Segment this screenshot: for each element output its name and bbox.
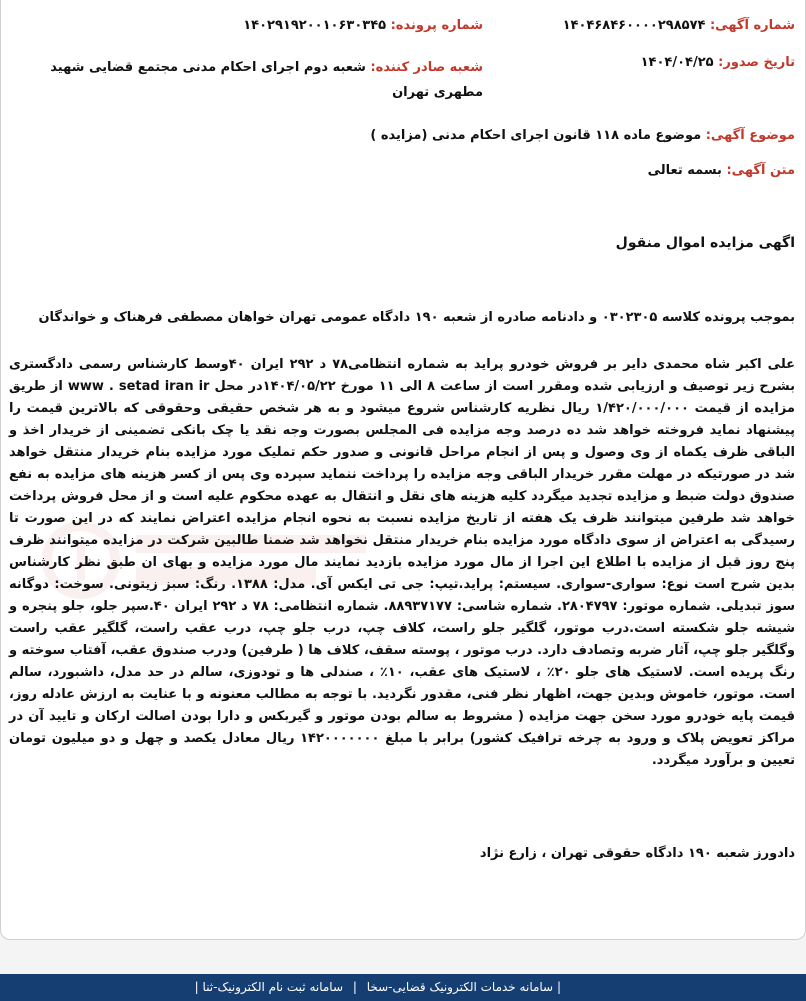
issue-date-row (641, 55, 795, 70)
body-label-value: بسمه تعالی (647, 163, 722, 178)
body-label: متن آگهی: (726, 163, 795, 178)
ad-heading: اگهی مزایده اموال منقول (615, 235, 795, 251)
footer-link-sana[interactable]: سامانه ثبت نام الکترونیک-ثنا (202, 980, 344, 994)
body-label-row (648, 163, 795, 178)
paragraph-details: علی اکبر شاه محمدی دایر بر فروش خودرو پراید به شماره انتظامی۷۸ د ۲۹۲ ایران ۴۰وسط کارشناس رسمی دادگستری بشرح زیر توصیف و ارزیابی شده ومقرر است از ساعت ۸ الی ۱۱ مورخ ۱۴۰۴/۰۵/۲۲در محل www . setad iran ir از طریق مزایده از قیمت ۱/۴۲۰/۰۰۰/۰۰۰ ریال نظریه کارشناس شروع میشود و به هر شخص حقیقی وحقوقی که بالاترین قیمت را پیشنهاد نماید فروخته خواهد شد ده درصد وجه مزایده فی المجلس بصورت وجه نقد یا چک بانکی تضمینی از خریدار اخذ و الباقی ظرف یکماه از وی وصول و پس از انجام مراحل قانونی و صدور حکم تملیک مورد مزایده بنام خریدار منتقل خواهد شد در صورتیکه در مهلت مقرر خریدار الباقی وجه مزایده را پرداخت ننماید سپرده وی پس از کسر هزینه های مزایده به نفع صندوق دولت ضبط و مزایده تجدید میگردد کلیه هزینه های نقل و انتقال به عهده محکوم علیه است و از محل فروش پرداخت خواهد شد طرفین میتوانند ظرف یک هفته از تاریخ مزایده نسبت به نحوه انجام مزایده اعتراض نمایند که در این صورت تا رسیدگی به اعتراض از سوی دادگاه مورد مزایده بنام خریدار منتقل نخواهد شد ضمنا طالبین شرکت در مزایده میتوانند ظرف پنج روز قبل از مزایده با اطلاع این اجرا از مال مورد مزایده بازدید نمایند مال مورد مزایده و بهای ان طبق نظر کارشناس بدین شرح است نوع: سواری-سواری. سیستم: پراید.تیپ: جی تی ایکس آی. مدل: ۱۳۸۸. رنگ: سبز زیتونی. سوخت: دوگانه سوز تبدیلی. شماره موتور: ۲۸۰۴۷۹۷. شماره شاسی: ۸۸۹۳۷۱۷۷. شماره انتظامی: ۷۸ د ۲۹۲ ایران ۴۰.سپر جلو، جلو پنجره و شیشه جلو شکسته است.درب موتور، گلگیر جلو راست، کلاف چپ، درب جلو چپ، درب عقب راست، گلگیر عقب راست وگلگیر جلو چپ، آثار ضربه وتصادف دارد. درب موتور ، پوسته سقف، کلاف ها ( طرفین) ودرب صندوق عقب، آفتاب سوخته و رنگ پریده است. لاستیک های جلو ۲۰٪ ، لاستیک های عقب، ۱۰٪ ، صندلی ها و تودوزی، سالم در حد مدل، داشبورد، سالم است. موتور، خاموش وبدین جهت، اظهار نظر فنی، مقدور نگردید. با توجه به مطالب معنونه و با عنایت به ارزش عادله روز، قیمت پایه خودرو مورد سخن جهت مزایده ( مشروط به سالم بودن موتور و گیربکس و دارا بودن اصالت ارکان و تایید آن در مراکز تعویض پلاک و ورود به چرخه ترافیک کشور) برابر با مبلغ ۱۴۲۰۰۰۰۰۰۰ ریال معادل یکصد و چهل و دو میلیون تومان تعیین و برآورد میگردد. (9, 357, 796, 768)
case-number-value: ۱۴۰۲۹۱۹۲۰۰۱۰۶۳۰۳۴۵ (243, 18, 387, 33)
ad-number-row (563, 18, 795, 33)
issue-date-label: تاریخ صدور: (718, 55, 795, 70)
subject-value: موضوع ماده ۱۱۸ قانون اجرای احکام مدنی (مزایده ) (370, 128, 702, 143)
footer-separator: | (556, 980, 561, 994)
issuer-value: شعبه دوم اجرای احکام مدنی مجتمع قضایی شهید مطهری تهران (50, 60, 483, 100)
case-number-label: شماره پرونده: (390, 18, 483, 33)
subject-label: موضوع آگهی: (705, 128, 795, 143)
issuer-label: شعبه صادر کننده: (370, 60, 483, 75)
signature: دادورز شعبه ۱۹۰ دادگاه حقوقی تهران ، زارع نژاد (479, 846, 795, 861)
ad-number-value: ۱۴۰۴۶۸۴۶۰۰۰۰۲۹۸۵۷۴ (562, 18, 706, 33)
paragraph-intro: بموجب پرونده کلاسه ۰۳۰۲۳۰۵ و دادنامه صادره از شعبه ۱۹۰ دادگاه عمومی تهران خواهان مصطفی فرهناک و خواندگان (38, 310, 795, 325)
footer-link-sakha[interactable]: سامانه خدمات الکترونیک قضایی-سخا (366, 980, 554, 994)
footer-separator: | (194, 980, 199, 994)
subject-row (370, 128, 795, 143)
ad-number-label: شماره آگهی: (709, 18, 795, 33)
issue-date-value: ۱۴۰۴/۰۴/۲۵ (640, 55, 714, 70)
issuer-row (13, 55, 483, 105)
footer-bar (0, 974, 806, 1001)
case-number-row (243, 18, 483, 33)
footer-separator: | (352, 980, 357, 994)
